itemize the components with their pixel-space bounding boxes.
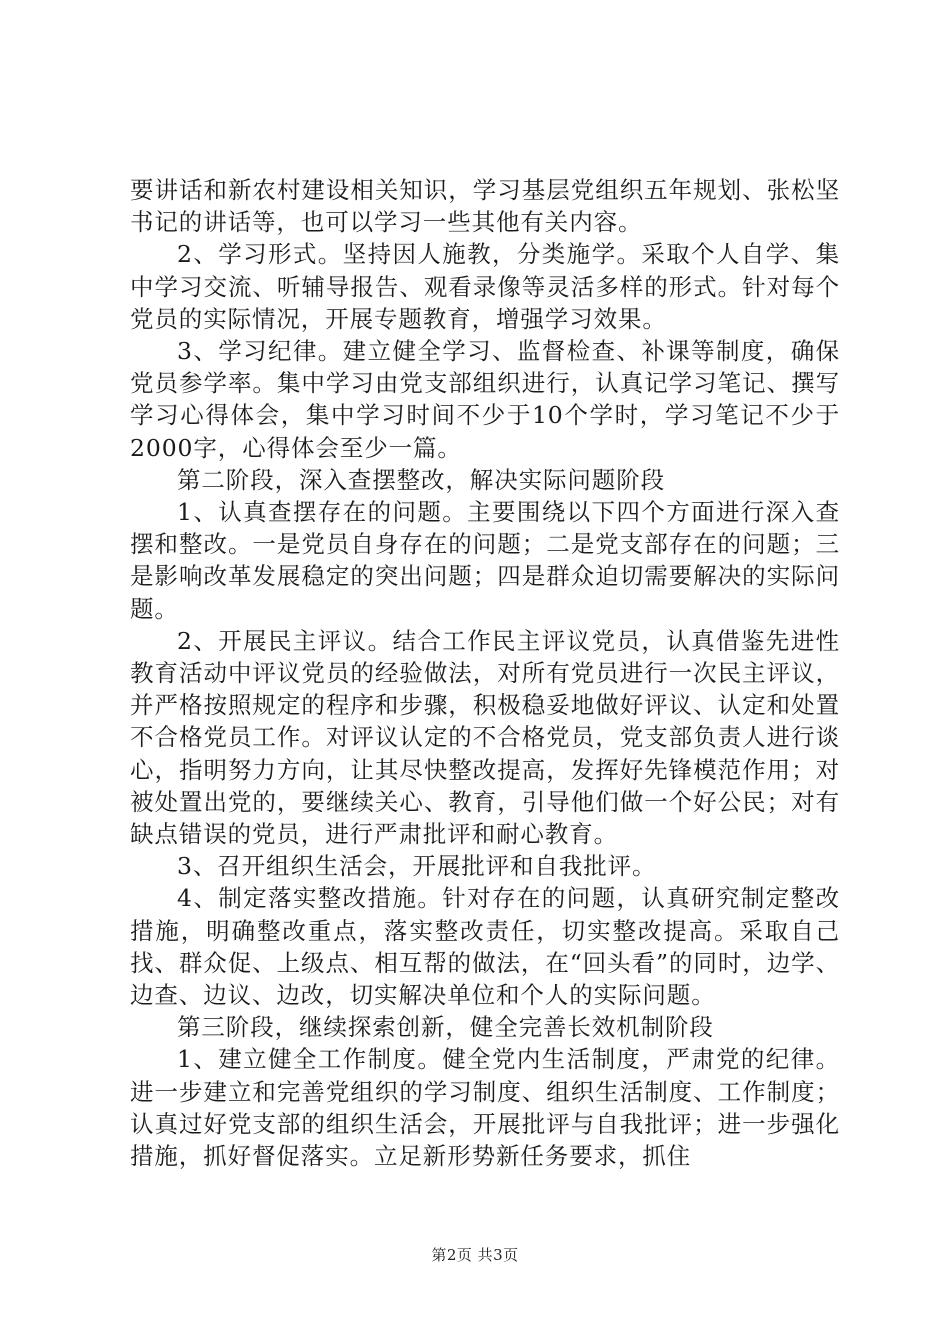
paragraph: 3、召开组织生活会，开展批评和自我批评。 [177,852,657,881]
paragraph: 2、学习形式。坚持因人施教，分类施学。采取个人自学、集中学习交流、听辅导报告、观看录像等灵活多样的形式。针对每个党员的实际情况，开展专题教育，增强学习效果。 [130,240,840,333]
document-body [130,174,840,1172]
paragraph: 1、建立健全工作制度。健全党内生活制度，严肃党的纪律。进一步建立和完善党组织的学习制度、组织生活制度、工作制度；认真过好党支部的组织生活会，开展批评与自我批评；进一步强化措施，抓好督促落实。立足新形势新任务要求，抓住 [130,1045,840,1171]
paragraph: 4、制定落实整改措施。针对存在的问题，认真研究制定整改措施，明确整改重点，落实整改责任，切实整改提高。采取自己找、群众促、上级点、相互帮的做法，在“回头看”的同时，边学、边查、边议、边改，切实解决单位和个人的实际问题。 [130,884,840,1010]
paragraph: 要讲话和新农村建设相关知识，学习基层党组织五年规划、张松坚书记的讲话等，也可以学习一些其他有关内容。 [130,176,840,237]
paragraph: 1、认真查摆存在的问题。主要围绕以下四个方面进行深入查摆和整改。一是党员自身存在的问题；二是党支部存在的问题；三是影响改革发展稳定的突出问题；四是群众迫切需要解决的实际问题。 [130,498,840,623]
section-heading: 第三阶段，继续探索创新，健全完善长效机制阶段 [177,1013,714,1042]
paragraph: 2、开展民主评议。结合工作民主评议党员，认真借鉴先进性教育活动中评议党员的经验做法，对所有党员进行一次民主评议，并严格按照规定的程序和步骤，积极稳妥地做好评议、认定和处置不合格党员工作。对评议认定的不合格党员，党支部负责人进行谈心，指明努力方向，让其尽快整改提高，发挥好先锋模范作用；对被处置出党的，要继续关心、教育，引导他们做一个好公民；对有缺点错误的党员，进行严肃批评和耐心教育。 [130,626,840,849]
paragraph: 3、学习纪律。建立健全学习、监督检查、补课等制度，确保党员参学率。集中学习由党支部组织进行，认真记学习笔记、撰写学习心得体会，集中学习时间不少于10个学时，学习笔记不少于2000字，心得体会至少一篇。 [130,337,840,462]
section-heading: 第二阶段，深入查摆整改，解决实际问题阶段 [177,465,665,494]
page-number-footer: 第2页 共3页 [431,1246,519,1264]
